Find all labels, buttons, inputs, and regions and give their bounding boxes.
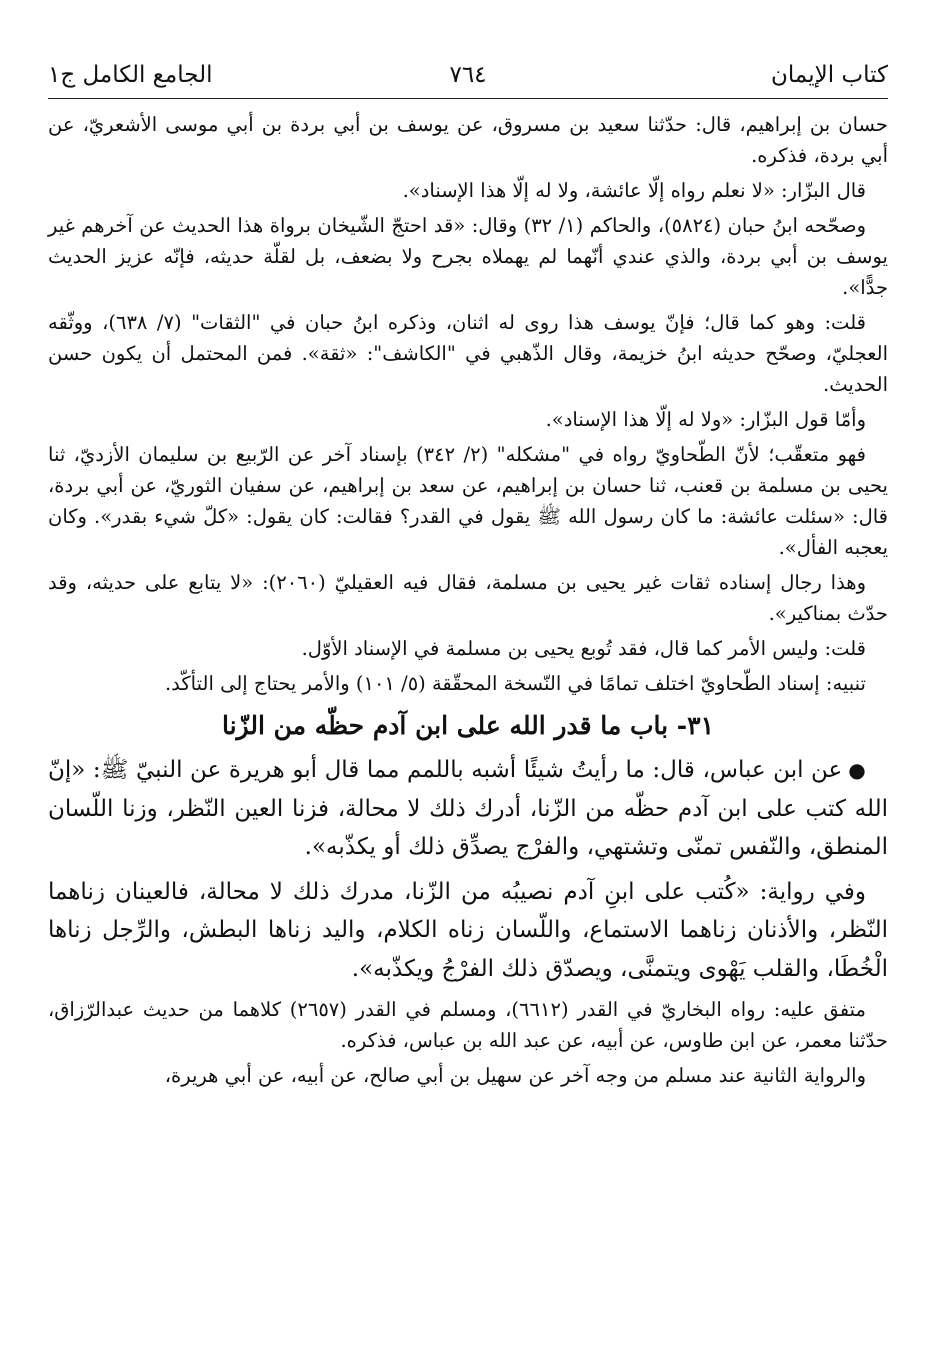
commentary-paragraph: وصحّحه ابنُ حبان (٥٨٢٤)، والحاكم (١/ ٣٢) وقال: «قد احتجّ الشّيخان برواة هذا الحديث عن آخرهم غير يوسف بن أبي بردة، والذي عندي أنّهما لم يهملاه بجرح ولا بضعف، بل لقلّة حديثه، فإنّه عزيز الحديث جدًّا». <box>48 214 888 299</box>
commentary-paragraph: قلت: وهو كما قال؛ فإنّ يوسف هذا روى له اثنان، وذكره ابنُ حبان في "الثقات" (٧/ ٦٣٨)، ووثّقه العجليّ، وصحّح حديثه ابنُ خزيمة، وقال الذّهبي في "الكاشف": «ثقة». فمن المحتمل أن يكون حسن الحديث. <box>48 311 888 396</box>
commentary-paragraph: فهو متعقّب؛ لأنّ الطّحاويّ رواه في "مشكله" (٢/ ٣٤٢) بإسناد آخر عن الرّبيع بن سليمان الأزديّ، ثنا يحيى بن مسلمة بن قعنب، ثنا حسان بن إبراهيم، عن سعد بن إبراهيم، عن سفيان الثوريّ، عن أبي بردة، قال: «سئلت عائشة: ما كان رسول الله ﷺ يقول في القدر؟ فقالت: كان يقول: «كلّ شيء بقدر». وكان يعجبه الفأل». <box>48 443 888 559</box>
commentary-paragraph: وهذا رجال إسناده ثقات غير يحيى بن مسلمة، فقال فيه العقيليّ (٢٠٦٠): «لا يتابع على حديثه، وقد حدّث بمناكير». <box>48 571 888 625</box>
commentary-paragraph: قال البزّار: «لا نعلم رواه إلّا عائشة، ولا له إلّا هذا الإسناد». <box>402 179 866 202</box>
chapter-title: ٣١- باب ما قدر الله على ابن آدم حظّه من الزّنا <box>221 711 715 740</box>
commentary-paragraph: تنبيه: إسناد الطّحاويّ اختلف تمامًا في النّسخة المحقّقة (٥/ ١٠١) والأمر يحتاج إلى التأكّد. <box>164 672 866 695</box>
commentary-paragraph: حسان بن إبراهيم، قال: حدّثنا سعيد بن مسروق، عن يوسف بن أبي بردة بن أبي موسى الأشعريّ، عن أبي بردة، فذكره. <box>48 113 888 167</box>
header-book-section: كتاب الإيمان <box>771 62 888 88</box>
commentary-paragraph: وأمّا قول البزّار: «ولا له إلّا هذا الإسناد». <box>545 408 866 431</box>
takhrij-section <box>48 994 888 1091</box>
commentary-paragraph: قلت: وليس الأمر كما قال، فقد تُوبع يحيى بن مسلمة في الإسناد الأوّل. <box>301 637 866 660</box>
running-header <box>48 58 888 99</box>
hadith-variant-text: وفي رواية: «كُتب على ابنِ آدم نصيبُه من الزّنا، مدرك ذلك لا محالة، فالعينان زناهما النّظر، والأذنان زناهما الاستماع، واللّسان زناه الكلام، واليد زناها البطش، والرِّجل زناها الْخُطَا، والقلب يَهْوى ويتمنَّى، ويصدّق ذلك الفرْجُ ويكذّبه». <box>48 878 888 982</box>
takhrij-paragraph: والرواية الثانية عند مسلم من وجه آخر عن سهيل بن أبي صالح، عن أبيه، عن أبي هريرة، <box>164 1064 866 1087</box>
commentary-section <box>48 109 888 699</box>
takhrij-paragraph: متفق عليه: رواه البخاريّ في القدر (٦٦١٢)، ومسلم في القدر (٢٦٥٧) كلاهما من حديث عبدالرّزاق، حدّثنا معمر، عن ابن طاوس، عن أبيه، عن عبد الله بن عباس، فذكره. <box>48 998 888 1052</box>
header-book-title: الجامع الكامل ج١ <box>48 62 213 88</box>
header-page-number: ٧٦٤ <box>449 62 487 88</box>
hadith-main-text <box>48 751 888 867</box>
book-page <box>48 58 888 1095</box>
hadith-section <box>48 751 888 988</box>
hadith-main-content: عن ابن عباس، قال: ما رأيتُ شيئًا أشبه باللمم مما قال أبو هريرة عن النبيّ ﷺ: «إنّ الله كتب على ابن آدم حظّه من الزّنا، أدرك ذلك لا محالة، فزنا العين النّظر، وزنا اللّسان المنطق، والنّفس تمنّى وتشتهي، والفرْج يصدِّق ذلك أو يكذّبه». <box>48 757 888 860</box>
bullet-marker: ● <box>848 758 866 782</box>
